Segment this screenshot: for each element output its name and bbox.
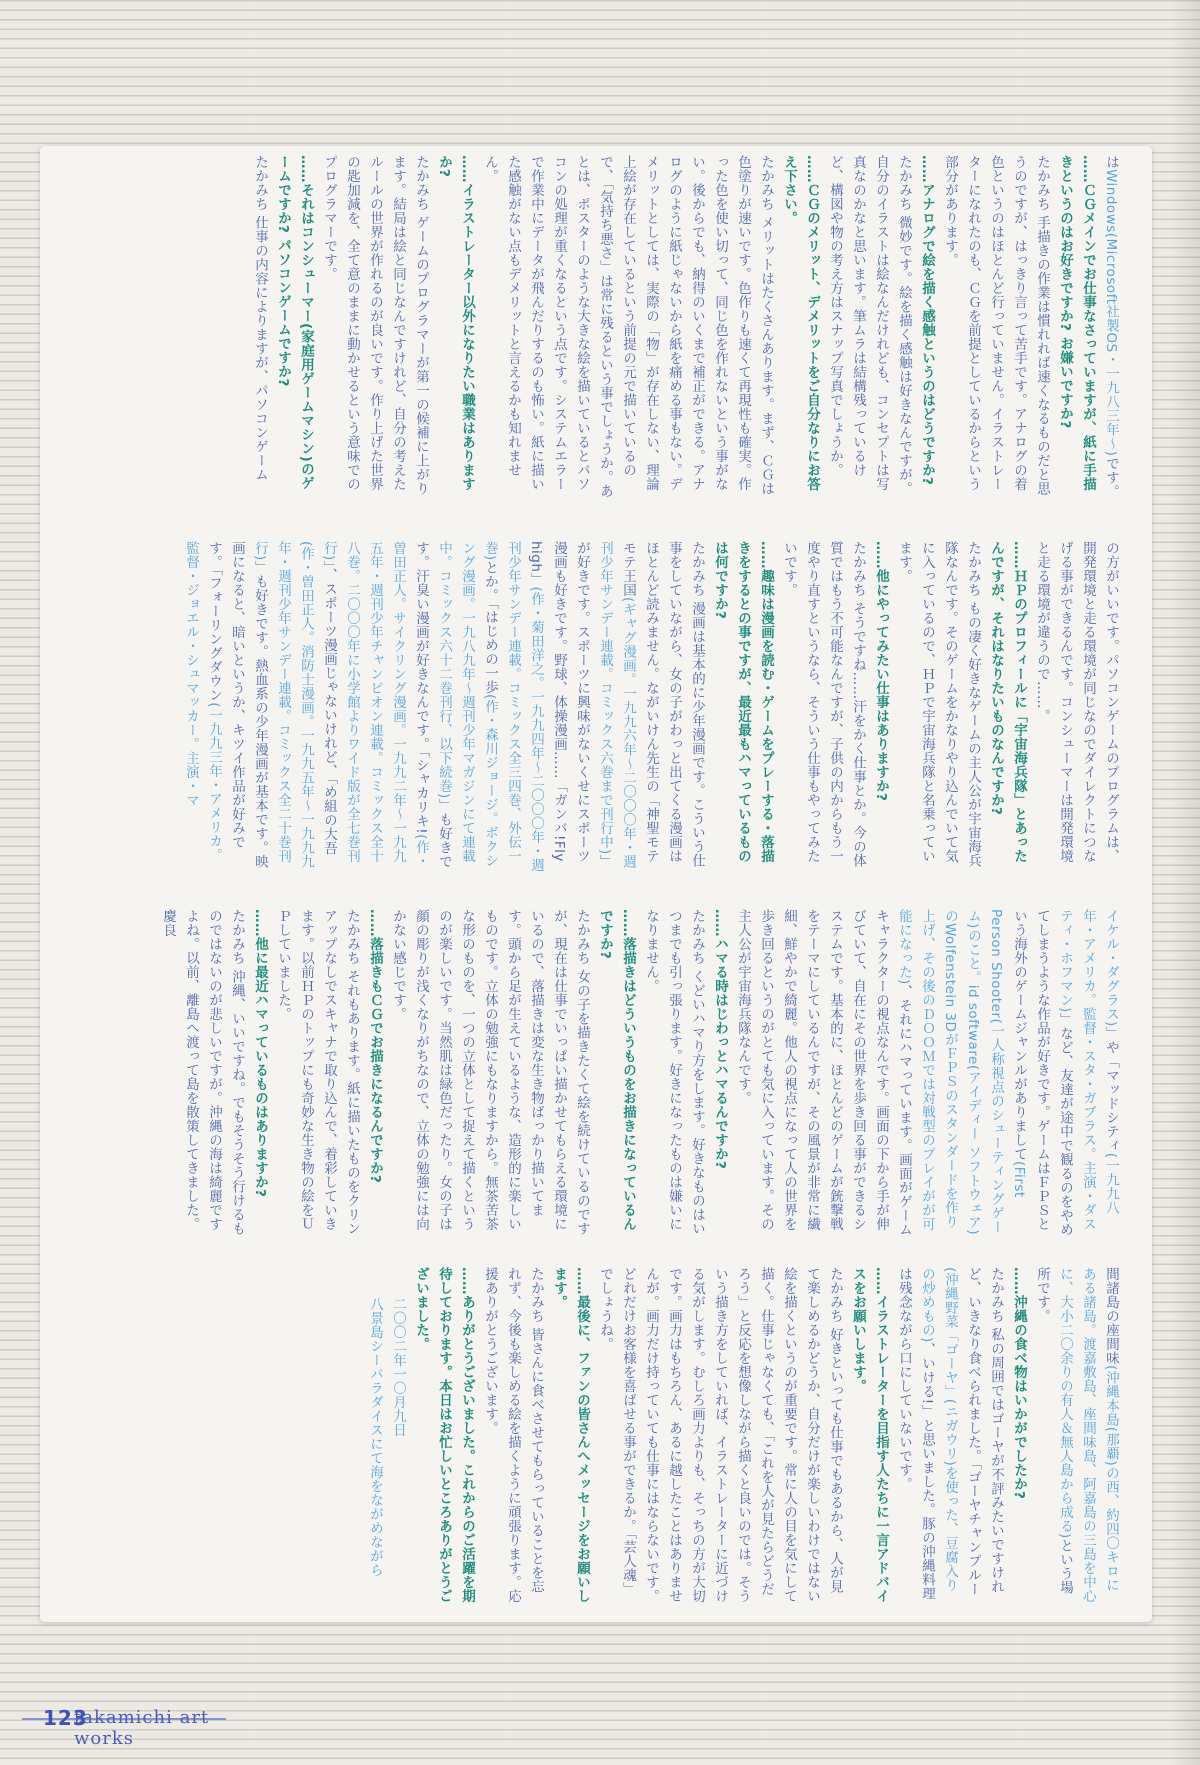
annotation-segment: Windows(Microsoft社製ОS・一九八三年〜) (1103, 169, 1119, 457)
continuation-paragraph (731, 909, 1122, 1237)
answer-paragraph (639, 909, 708, 1237)
interview-band-2 (70, 541, 1122, 873)
answer-paragraph (478, 1267, 547, 1605)
annotation-segment: (一九九八年・アメリカ。監督・スタ・ガブラス。主演・ダスティ・ホフマン) (1057, 909, 1119, 1231)
text-segment: たかみち 皆さんに食べさせてもらっていることを忘れず、今後も楽しめる絵を描くように頑張ります。応援ありがとうございます。 (482, 1267, 544, 1603)
page-number: 123 (43, 1706, 88, 1730)
question-paragraph (777, 155, 823, 503)
text-segment: ……ＣＧのメリット、デメリットをご自分なりにお答え下さい。 (781, 155, 820, 491)
text-segment: たかみち 仕事の内容によりますが、パソコンゲーム (252, 155, 268, 482)
date-paragraph (363, 1267, 386, 1605)
question-paragraph (248, 909, 271, 1237)
question-paragraph (915, 155, 938, 503)
text-segment: たかみち 沖縄、いいですね。でもそうそう行けるものではないのが悲しいですが。沖縄の海は綺麗ですよね。以前、離島へ渡って島を散策してきました。慶良 (160, 909, 245, 1236)
text-segment: ……趣味は漫画を読む・ゲームをプレーする・落描きをするとの事ですが、最近最もハマっているものは何ですか? (712, 541, 774, 863)
text-segment: 」や「マッドシティ (1103, 1026, 1119, 1153)
answer-paragraph (317, 155, 432, 503)
annotation-segment: (作・曽田正人。消防士漫画。一九九五年〜一九九九年・週刊少年サンデー連載。コミックス全二十巻刊行) (252, 541, 314, 869)
text-segment: ……ＣＧメインでお仕事なさっていますが、紙に手描きというのはお好きですか? お嫌いですか? (1057, 155, 1096, 491)
text-segment: 」も好きです。汗臭い漫画が好きなんです。「シャカリキ! (413, 541, 452, 869)
text-segment: たかみち 好きといっても仕事でもあるから、人が見て楽しめるかどうか、自分だけが楽しいわけではない絵を描くというのが重要です。常に人の目を気にして描く。仕事じゃなくても、「これを人が見たらどうだろう」と反応を想像しながら描くと良いのでは。そういう描き方をしていれば、イラストレーターに近づける気がします。むしろ画力よりも、そっちの方が大切です。画力はもちろん、あるに越したことはありませんが。画力だけ持っていても仕事にはならないです。どれだけお客様を喜ばせる事ができるか。「芸人魂」でしょうね。 (597, 1267, 843, 1603)
question-paragraph (984, 541, 1030, 873)
text-segment: たかみち 漫画は基本的に少年漫画です。こういう仕事をしていながら、女の子がわっと出てくる漫画はほとんど読みません。ながいけん先生の「神聖モテモテ王国 (620, 541, 705, 868)
question-paragraph (1007, 1267, 1030, 1605)
text-segment: 間諸島の座間味 (1103, 1267, 1119, 1365)
interview-band-4 (70, 1267, 1122, 1605)
page-edge-shade (1170, 0, 1200, 1765)
continuation-paragraph (1099, 155, 1122, 503)
annotation-segment: イケル・ダグラス) (1103, 909, 1119, 1027)
text-segment: とか。「はじめの一歩 (482, 560, 498, 695)
interview-text-panel (40, 146, 1152, 1622)
interview-band-1 (70, 155, 1122, 503)
text-segment: ……それはコンシューマー(家庭用ゲームマシン)のゲームですか? パソコンゲームですか? (275, 155, 314, 491)
text-segment: ……アナログで絵を描く感触というのはどうですか? (919, 155, 935, 486)
text-segment: たかみち 手描きの作業は慣れれば速くなるものだと思うのですが、はっきり言って苦手です。アナログの着色というのはほとんど行っていません。イラストレーターになれたのも、ＣＧを前提としているからという部分があります。 (942, 155, 1050, 496)
question-paragraph (1053, 155, 1099, 503)
continuation-paragraph (1030, 1267, 1122, 1605)
text-segment: たかみち 私の周囲ではゴーヤが不評みたいですけれど、いきなり食べられました。「ゴーヤチャンプルー (965, 1267, 1004, 1597)
question-paragraph (593, 909, 639, 1237)
interview-band-3 (70, 909, 1122, 1237)
question-paragraph (271, 155, 317, 503)
text-segment: 」も好きです。熱血系の少年漫画が基本です。映画になると、暗いというか、キツイ作品が好みです。「フォーリングダウン (206, 541, 268, 869)
answer-paragraph (248, 155, 271, 503)
text-segment: たかみち メリットはたくさんあります。まず、ＣＧは色塗りが速いです。色作りも速くて再現性も確実。作った色を使い切って、同じ色を作れないという事がない。後からでも、納得のいくまで補正ができる。アナログのように紙じゃないから紙を痛める事もない。デメリットとしては、実際の「物」が存在しない、理論上絵が存在しているという前提の元で描いているので、「気持ち悪さ」は常に残るという事でしょうか。あとは、ポスターのような大きな絵を描いているとパソコンの処理が重くなるという点です。システムエラーで作業中にデータが飛んだりするのも怖い。紙に描いた感触がない点もデメリットと言えるかも知れません。 (482, 155, 774, 499)
annotation-segment: (作・曽田正人。サイクリング漫画。一九九二年〜一九九五年・週刊少年チャンピオン連載。コミックス全十八巻。二〇〇〇年に小学館よりワイド版が全七巻刊行) (321, 541, 429, 868)
page-footer (22, 1704, 234, 1749)
text-segment: ……落描きはどういうものをお描きになっているんですか? (597, 909, 636, 1231)
text-segment: ……最後に、ファンの皆さんへメッセージをお願いします。 (551, 1267, 590, 1603)
text-segment: 」など、友達が途中で観るのをやめてしまうような作品が好きです。ゲームはＦＰＳという海外のゲームジャンルがありまして (1011, 909, 1073, 1237)
answer-paragraph (478, 155, 777, 503)
annotation-segment: (一九九三年・アメリカ。監督・ジョエル・シュマッカー。主演・マ (183, 541, 222, 863)
annotation-segment: (沖縄本島(那覇)の西、約四〇キロにある諸島。渡嘉敷島、座間味島、阿嘉島の三島を中心に、大小二〇余りの有人＆無人島から成る) (1057, 1267, 1119, 1603)
answer-paragraph (271, 909, 363, 1237)
text-segment: 、いける!」と思いました。豚の沖縄料理は残念ながら口にしていないです。 (896, 1267, 935, 1601)
text-segment: ……ＨＰのプロフィールに「宇宙海兵隊」とあったんですが、それはなりたいものなんですか? (988, 541, 1027, 863)
answer-paragraph (156, 909, 248, 1237)
text-segment: たかみち 女の子を描きたくて絵を続けているのですが、現在は仕事でいっぱい描かせてもらえる環境にいるので、落描きは変な生き物ばっかり描いてます。頭から足が生えているような、造形的に楽しいものです。立体の勉強にもなりますから。無茶苦茶な形のものを、一つの立体として捉えて描くというのが楽しいです。当然肌は緑色だったり。女の子は顔の彫りが浅くなりがちなので、立体の勉強には向かない感じです。 (390, 909, 590, 1236)
text-segment: ……イラストレーター以外になりたい職業はありますか? (436, 155, 475, 491)
text-segment: たかみち それもあります。紙に描いたものをクリンアップなしでスキャナで取り込んで、着彩していきます。以前ＨＰのトップにも奇妙な生き物の絵をＵＰしていました。 (275, 909, 360, 1236)
answer-paragraph (892, 541, 984, 873)
text-segment: ……他にやってみたい仕事はありますか? (873, 541, 889, 802)
annotation-segment: (沖縄野菜「ゴーヤ」(ニガウリ)を使った、豆腐入りの炒めもの) (919, 1267, 958, 1593)
text-segment: たかみち くどいハマり方をします。好きなものはいつまでも引っ張ります。好きになったものは嫌いになりません。 (643, 909, 705, 1236)
continuation-paragraph (1030, 541, 1122, 873)
text-segment: たかみち 微妙です。絵を描く感触は好きなんですが。自分のイラストは絵なんだけれども、コンセプトは写真なのかなと思います。筆ムラは結構残っているけど、構図や物の考え方はスナップ写真でしょうか。 (827, 155, 912, 496)
text-segment: ……ハマる時はじわっとハマるんですか? (712, 909, 728, 1170)
answer-paragraph (938, 155, 1053, 503)
question-paragraph (846, 1267, 892, 1605)
question-paragraph (869, 541, 892, 873)
book-title: takamichi art works (74, 1707, 210, 1749)
text-segment: たかみち そうですね……汗をかく仕事とか。今の体質ではもう不可能なんですが、子供の内からもう一度やり直すというなら、そういう仕事もやってみたいです。 (781, 541, 866, 868)
text-segment: たかみち ゲームのプログラマーが第一の候補に上がります。結局は絵と同じなんですけれど、自分の考えたルールの世界が作れるのが良いです。作り上げた世界の匙加減を、全て意のままに動かせるという意味でのプログラマーです。 (321, 155, 429, 496)
answer-paragraph (823, 155, 915, 503)
answer-paragraph (892, 1267, 1007, 1605)
text-segment: ……ありがとうございました。これからのご活躍を期待しております。本日はお忙しいところありがとうございました。 (413, 1267, 475, 1603)
answer-paragraph (777, 541, 869, 873)
answer-paragraph (179, 541, 708, 873)
question-paragraph (708, 541, 777, 873)
text-segment: 八景島シーパラダイスにて海をながめながら (367, 1297, 383, 1577)
text-segment: です。 (1103, 456, 1119, 499)
text-segment: 二〇〇二年一〇月九日 (390, 1297, 406, 1437)
question-paragraph (547, 1267, 593, 1605)
question-paragraph (363, 909, 386, 1237)
text-segment: は (1103, 155, 1119, 169)
question-paragraph (708, 909, 731, 1237)
text-segment: ……沖縄の食べ物はいかがでしたか? (1011, 1267, 1027, 1500)
text-segment: の方がいいです。パソコンゲームのプログラムは、開発環境と走る環境が同じなのでダイレクトにつなげる事ができるんです。コンシューマーは開発環境と走る環境が違うので……。 (1034, 541, 1119, 863)
text-segment: たかみち もの凄く好きなゲームの主人公が宇宙海兵隊なんです。そのゲームをかなりやり込んでいて気に入っているので、ＨＰで宇宙海兵隊と名乗っています。 (896, 541, 981, 868)
text-segment: 」が好きです。スポーツに興味がないくせにスポーツ漫画も好きです。野球、体操漫画……「ガンバ!Fly high」 (528, 541, 613, 869)
answer-paragraph (593, 1267, 846, 1605)
question-paragraph (432, 155, 478, 503)
text-segment: 、それにハマっています。画面がゲームキャラクターの視点なんです。画面の下から手が伸びていて、自在にその世界を歩き回る事ができるシステムです。基本的に、ほとんどのゲームが銃撃戦をテーマにしているんですが、その風景が非常に繊細、鮮やかで綺麗。他人の視点になって人の世界を歩き回るというのがとても気に入っています。その主人公が宇宙海兵隊なんです。 (735, 909, 912, 1237)
closing-paragraph (409, 1267, 478, 1605)
answer-paragraph (386, 909, 593, 1237)
annotation-segment: (ギャグ漫画。一九九六年〜二〇〇〇年・週刊少年サンデー連載。コミックス六巻まで刊行中) (597, 541, 636, 869)
text-segment: ……他に最近ハマっているものはありますか? (252, 909, 268, 1198)
text-segment: 」、スポーツ漫画じゃないけれど、「め組の大吾 (321, 560, 337, 856)
text-segment: ……落描きもＣＧでお描きになるんですか? (367, 909, 383, 1184)
annotation-segment: (作・森川ジョージ。ボクシング漫画。一九八九年〜週刊少年マガジンにて連載中。コミックス六十二巻刊行、以下続巻) (436, 541, 498, 868)
annotation-segment: (作・菊田洋之。一九九四年〜二〇〇〇年・週刊少年サンデー連載。コミックス全三四巻、外伝一巻) (482, 541, 544, 873)
text-segment: ……イラストレーターを目指す人たちに一言アドバイスをお願いします。 (850, 1267, 889, 1603)
text-segment: という場所です。 (1034, 1267, 1073, 1595)
date-paragraph (386, 1267, 409, 1605)
annotation-segment: (First Person Shooter(一人称視点のシューティングゲーム)のこと。id software(アイディー ソフトウェア)のWolfenstein 3DがＦＰＳのスタンダードを作り上げ、その後のＤＯＯＭでは対戦型のプレイがが可能になった) (896, 909, 1027, 1236)
